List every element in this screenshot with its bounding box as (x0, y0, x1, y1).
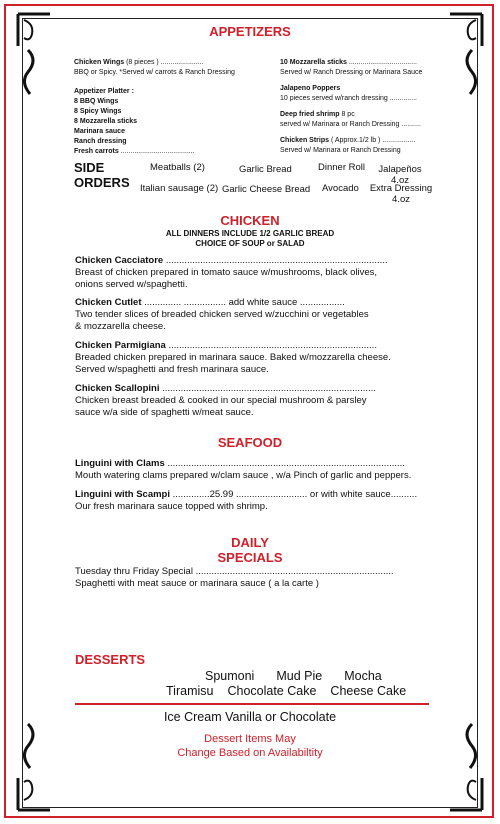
appetizer-platter-title: Appetizer Platter : (74, 88, 134, 95)
platter-item: Fresh carrots ...................................... (74, 148, 195, 155)
daily-special-item: Tuesday thru Friday Special ........................................................................... Spaghetti with meat sauce or marinara sauce ( a la carte ) (75, 566, 394, 589)
chicken-item: Chicken Scallopini ................................................................................. Chicken breast breaded & cooked in our special mushroom & parsley sauce w/a side of spaghetti w/meat sauce. (75, 383, 376, 418)
daily-specials-heading: DAILY SPECIALS (217, 535, 283, 565)
side-jalapenos: Jalapeños 4.oz (378, 164, 422, 186)
side-orders-heading: SIDE ORDERS (74, 160, 130, 190)
chicken-subheading: ALL DINNERS INCLUDE 1/2 GARLIC BREAD CHOICE OF SOUP or SALAD (165, 229, 335, 248)
side-extra-dressing: Extra Dressing 4.oz (369, 183, 433, 205)
seafood-heading: SEAFOOD (217, 435, 283, 450)
chicken-item: Chicken Cacciatore .................................................................................... Breast of chicken prepared in tomato sauce w/mushrooms, black olives, onions served w/spaghetti. (75, 255, 388, 290)
appetizers-heading: APPETIZERS (209, 24, 291, 39)
side-italian-sausage: Italian sausage (2) (140, 183, 219, 194)
chicken-strips-item: Chicken Strips ( Approx.1/2 lb ) ................. (280, 137, 416, 144)
appetizers-left-column (74, 58, 274, 157)
platter-item: 8 Spicy Wings (74, 108, 122, 115)
chicken-strips-desc: Served w/ Marinara or Ranch Dressing (280, 147, 401, 154)
chicken-heading: CHICKEN (220, 213, 280, 228)
chicken-wings-item: Chicken Wings (8 pieces ) ...................... (74, 59, 204, 66)
platter-item: Ranch dressing (74, 138, 127, 145)
side-avocado: Avocado (322, 183, 359, 194)
desserts-heading: DESSERTS (75, 652, 146, 667)
deep-fried-shrimp-desc: served w/ Marinara or Ranch Dressing .......... (280, 121, 421, 128)
platter-item: Marinara sauce (74, 128, 125, 135)
mozzarella-sticks-item: 10 Mozzarella sticks ................................... (280, 59, 417, 66)
ice-cream-line: Ice Cream Vanilla or Chocolate (163, 710, 337, 724)
chicken-wings-desc: BBQ or Spicy. *Served w/ carrots & Ranch Dressing (74, 69, 235, 76)
side-garlic-bread: Garlic Bread (239, 164, 292, 175)
desserts-row-2: Tiramisu Chocolate Cake Cheese Cake (166, 684, 407, 698)
deep-fried-shrimp-item: Deep fried shrimp 8 pc (280, 111, 355, 118)
desserts-note: Dessert Items May Change Based on Availabiltity (177, 733, 323, 759)
chicken-item: Chicken Parmigiana ............................................................................... Breaded chicken prepared in marinara sauce. Baked w/mozzarella cheese. Served w/spaghetti and fresh marinara sauce. (75, 340, 391, 375)
side-meatballs: Meatballs (2) (150, 162, 205, 173)
chicken-item: Chicken Cutlet .............. ................ add white sauce ................. Two tender slices of breaded chicken served w/zucchini or vegetables & mozzarella cheese. (75, 297, 369, 332)
platter-item: 8 Mozzarella sticks (74, 118, 138, 125)
desserts-divider (75, 703, 429, 705)
side-dinner-roll: Dinner Roll (318, 162, 365, 173)
mozzarella-sticks-desc: Served w/ Ranch Dressing or Marinara Sauce (280, 69, 423, 76)
jalapeno-poppers-item: Jalapeno Poppers (280, 85, 341, 92)
seafood-item: Linguini with Scampi ..............25.99 ........................... or with white sauce.......... Our fresh marinara sauce topped with shrimp. (75, 489, 418, 512)
jalapeno-poppers-desc: 10 pieces served w/ranch dressing .............. (280, 95, 417, 102)
seafood-item: Linguini with Clams .......................................................................................... Mouth watering clams prepared w/clam sauce , w/a Pinch of garlic and peppers. (75, 458, 412, 481)
platter-item: 8 BBQ Wings (74, 98, 119, 105)
side-garlic-cheese-bread: Garlic Cheese Bread (222, 184, 311, 195)
appetizers-right-column (280, 58, 460, 156)
desserts-row-1: Spumoni Mud Pie Mocha (205, 669, 382, 683)
